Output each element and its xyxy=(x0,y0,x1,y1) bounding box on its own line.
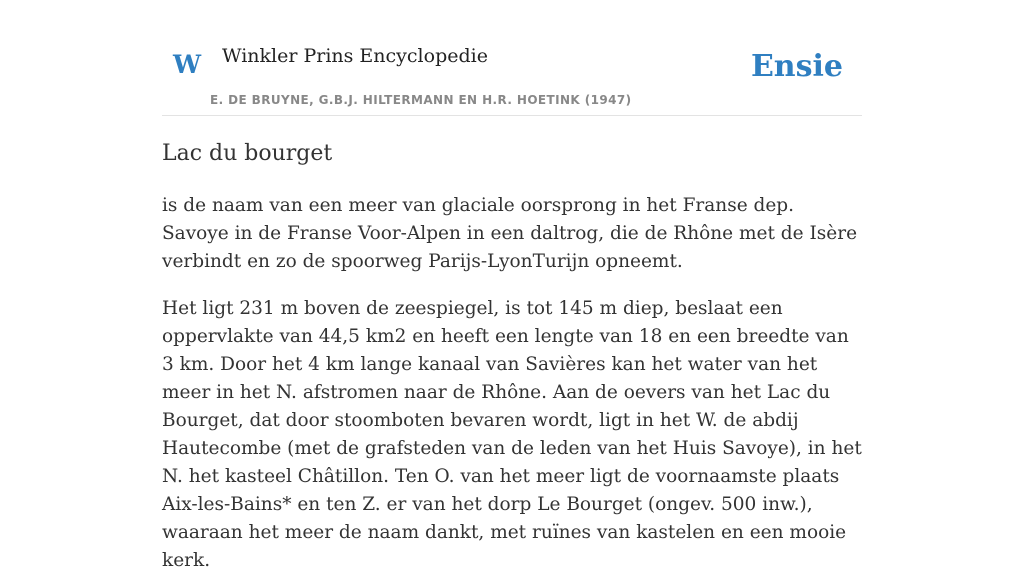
article-paragraph: Het ligt 231 m boven de zeespiegel, is tot 145 m diep, beslaat een oppervlakte van 44,5 km2 en heeft een lengte van 18 en een breedte van 3 km. Door het 4 km lange kanaal van Savières kan het water van het meer in het N. afstromen naar de Rhône. Aan de oevers van het Lac du Bourget, dat door stoomboten bevaren wordt, ligt in het W. de abdij Hautecombe (met de grafsteden van de leden van het Huis Savoye), in het N. het kasteel Châtillon. Ten O. van het meer ligt de voornaamste plaats Aix-les-Bains* en ten Z. er van het dorp Le Bourget (ongev. 500 inw.), waaraan het meer de naam dankt, met ruïnes van kastelen en een mooie kerk. xyxy=(162,298,862,571)
article-title: Lac du bourget xyxy=(162,141,333,166)
page-container xyxy=(162,0,862,571)
publication-authors: E. DE BRUYNE, G.B.J. HILTERMANN EN H.R. HOETINK (1947) xyxy=(210,93,632,107)
publication-title[interactable]: Winkler Prins Encyclopedie xyxy=(222,45,488,67)
article-paragraph: is de naam van een meer van glaciale oorsprong in het Franse dep. Savoye in de Franse Voor-Alpen in een daltrog, die de Rhône met de Isère verbindt en zo de spoorweg Parijs-LyonTurijn opneemt. xyxy=(162,195,858,272)
site-header xyxy=(162,0,862,116)
ensie-brand-logo[interactable]: Ensie xyxy=(750,49,843,84)
publication-logo[interactable]: W xyxy=(173,50,202,79)
